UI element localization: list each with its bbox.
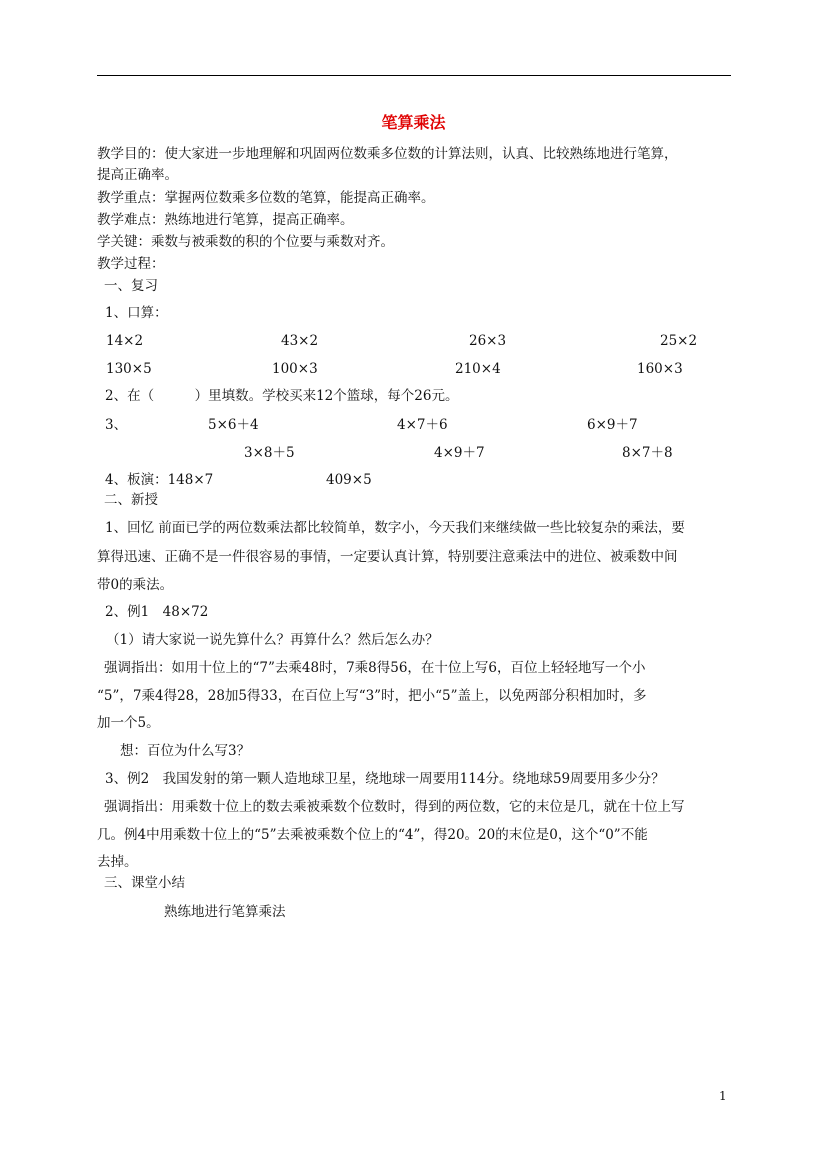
example-2: 3、例2 我国发射的第一颗人造地球卫星，绕地球一周要用114分。绕地球59周要用多少分？ [105, 771, 665, 787]
expression-item: 4×9＋7 [434, 445, 485, 461]
think-question: 想：百位为什么写3？ [120, 743, 251, 759]
oral-calc-label: 1、口算： [105, 305, 168, 321]
stress-1-line-3: 加一个5。 [97, 715, 160, 731]
fill-in-item: 2、在（ ）里填数。学校买来12个篮球，每个26元。 [105, 388, 459, 404]
document-title: 笔算乘法 [381, 113, 446, 132]
section-new: 二、新授 [104, 492, 158, 508]
stress-2-line-2: 几。例4中用乘数十位上的“5”去乘被乘数个位上的“4”，得20。20的末位是0，这个“0”不能 [97, 827, 648, 843]
stress-1-line-2: “5”，7乘4得28，28加5得33，在百位上写“3”时，把小“5”盖上，以免两部分积相加时，多 [97, 688, 647, 704]
page-number: 1 [719, 1089, 727, 1103]
oral-item: 100×3 [272, 361, 318, 377]
expression-item: 5×6＋4 [208, 417, 259, 433]
recall-line-3: 带0的乘法。 [97, 577, 174, 593]
board-practice-label: 4、板演：148×7 [105, 472, 214, 488]
expression-item: 8×7＋8 [622, 445, 673, 461]
key-line: 学关键：乘数与被乘数的积的个位要与乘数对齐。 [97, 234, 394, 250]
expression-item: 3×8＋5 [244, 445, 295, 461]
oral-item: 130×5 [106, 361, 152, 377]
stress-2-line-3: 去掉。 [97, 854, 138, 870]
oral-item: 43×2 [281, 333, 319, 349]
oral-item: 25×2 [660, 333, 698, 349]
item-3-label: 3、 [105, 417, 128, 433]
stress-1-line-1: 强调指出：如用十位上的“7”去乘48时，7乘8得56，在十位上写6，百位上轻轻地写一个小 [104, 660, 646, 676]
example-1: 2、例1 48×72 [105, 604, 209, 620]
oral-item: 14×2 [106, 333, 144, 349]
recall-line-1: 1、回忆 前面已学的两位数乘法都比较简单，数字小，今天我们来继续做一些比较复杂的乘法，要 [105, 520, 685, 536]
goal-line-2: 提高正确率。 [97, 167, 178, 183]
goal-line-1: 教学目的：使大家进一步地理解和巩固两位数乘多位数的计算法则，认真、比较熟练地进行笔算， [97, 146, 678, 162]
oral-item: 26×3 [469, 333, 507, 349]
difficulty-line: 教学难点：熟练地进行笔算，提高正确率。 [97, 212, 354, 228]
oral-item: 160×3 [637, 361, 683, 377]
stress-2-line-1: 强调指出：用乘数十位上的数去乘被乘数个位数时，得到的两位数，它的末位是几，就在十位上写 [104, 799, 685, 815]
section-summary: 三、课堂小结 [104, 875, 185, 891]
header-rule [97, 75, 731, 76]
expression-item: 6×9＋7 [587, 417, 638, 433]
process-heading: 教学过程： [97, 256, 165, 272]
question-1: （1）请大家说一说先算什么？再算什么？然后怎么办？ [106, 632, 439, 648]
summary-text: 熟练地进行笔算乘法 [164, 904, 286, 920]
expression-item: 4×7＋6 [397, 417, 448, 433]
board-practice-item: 409×5 [326, 472, 372, 488]
focus-line: 教学重点：掌握两位数乘多位数的笔算，能提高正确率。 [97, 190, 435, 206]
section-review: 一、复习 [104, 278, 158, 294]
recall-line-2: 算得迅速、正确不是一件很容易的事情，一定要认真计算，特别要注意乘法中的进位、被乘数中间 [97, 549, 678, 565]
oral-item: 210×4 [455, 361, 501, 377]
